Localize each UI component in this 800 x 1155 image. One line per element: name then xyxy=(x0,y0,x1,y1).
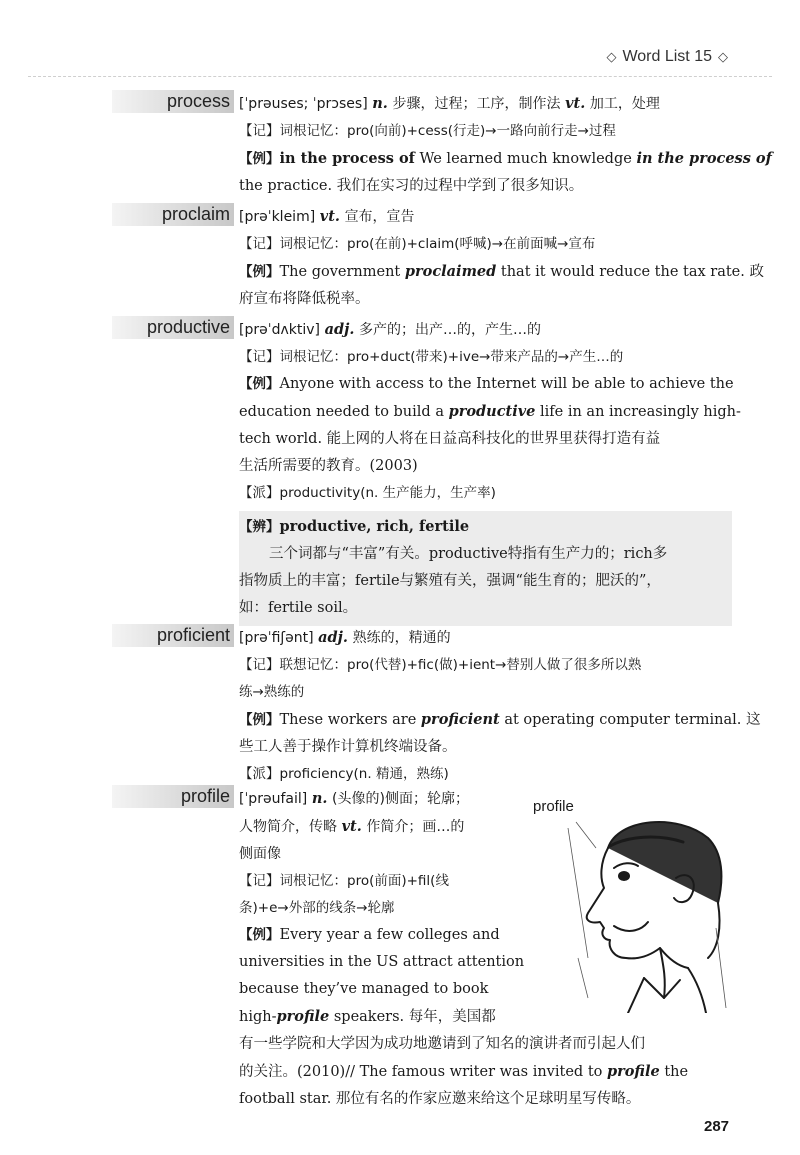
definition: (头像的)侧面；轮廓； xyxy=(332,791,469,807)
diamond-ornament-icon: ◇ xyxy=(606,49,617,64)
page-number: 287 xyxy=(704,1118,730,1135)
pronunciation: [ˈprəufail] xyxy=(239,791,308,807)
headword: proclaim xyxy=(161,204,230,224)
memory-note: 【记】联想记忆：pro(代替)+fic(做)+ient→替别人做了很多所以熟 xyxy=(239,657,642,673)
headword: proficient xyxy=(156,625,230,645)
headword: productive xyxy=(146,317,230,337)
illustration-label: profile xyxy=(533,798,574,815)
headword: profile xyxy=(180,786,230,806)
entry-proficient: proficient [prəˈfiʃənt] adj. 熟练的，精通的 【记】联想记忆：pro(代替)+fic(做)+ient→替别人做了很多所以熟 练→熟练的 【例】These workers are proficient at operating computer terminal. 这 些工人善于操作计算机终端设备。 【派】proficiency(n. 精通，熟练) xyxy=(112,624,732,788)
memory-note: 【记】词根记忆：pro+duct(带来)+ive→带来产品的→产生…的 xyxy=(239,349,624,365)
entry-productive: productive [prəˈdʌktiv] adj. 多产的；出产…的，产生…的 【记】词根记忆：pro+duct(带来)+ive→带来产品的→产生…的 【例】Anyone with access to the Internet will be able to achieve the education needed to build a productive life in an increasingly high- tech world. 能上网的人将在日益高科技化的世界里获得打造有益 生活所需要的教育。(2003) 【派】productivity(n. 生产能力，生产率) 【辨】productive, rich, fertile 三个词都与“丰富”有关。productive特指有生产力的；rich多 指物质上的丰富；fertile与繁殖有关，强调“能生育的；肥沃的”， 如：fertile soil。 xyxy=(112,316,732,626)
entry-profile: profile [ˈprəufail] n. (头像的)侧面；轮廓； 人物简介，传略 vt. 作简介；画…的 侧面像 【记】词根记忆：pro(前面)+fil(线 条)+e→外部的线条→轮廓 【例】Every year a few colleges and universities in the US attract attention because they’ve managed to book high-profile speakers. 每年，美国都 有一些学院和大学因为成功地邀请到了知名的演讲者而引起人们 的关注。(2010)// The famous writer was invited to profile the football star. 那位有名的作家应邀来给这个足球明星写传略。 xyxy=(112,785,732,1113)
entry-proclaim: proclaim [prəˈkleim] vt. 宣布，宣告 【记】词根记忆：pro(在前)+claim(呼喊)→在前面喊→宣布 【例】The government proclaimed that it would reduce the tax rate. 政 府宣布将降低税率。 xyxy=(112,203,732,313)
example-text: the practice. 我们在实习的过程中学到了很多知识。 xyxy=(239,178,584,194)
headword: process xyxy=(166,91,230,111)
word-list-title: Word List 15 xyxy=(622,48,712,65)
pronunciation: [ˈprəuses; ˈprɔses] xyxy=(239,96,368,112)
pronunciation: [prəˈfiʃənt] xyxy=(239,630,314,646)
example-text: 府宣布将降低税率。 xyxy=(239,291,370,307)
derived-form: 【派】proficiency(n. 精通，熟练) xyxy=(239,766,449,782)
derived-form: 【派】productivity(n. 生产能力，生产率) xyxy=(239,485,496,501)
definition: 步骤，过程；工序，制作法 xyxy=(392,96,561,112)
memory-note: 【记】词根记忆：pro(在前)+claim(呼喊)→在前面喊→宣布 xyxy=(239,236,596,252)
header-divider xyxy=(28,76,772,77)
memory-note: 【记】词根记忆：pro(向前)+cess(行走)→一路向前行走→过程 xyxy=(239,123,616,139)
definition: 宣布，宣告 xyxy=(344,209,415,225)
distinguish-box: 【辨】productive, rich, fertile 三个词都与“丰富”有关。productive特指有生产力的；rich多 指物质上的丰富；fertile与繁殖有关，强调“能生育的；肥沃的”， 如：fertile soil。 xyxy=(239,511,732,626)
diamond-ornament-icon: ◇ xyxy=(718,49,728,64)
pronunciation: [prəˈkleim] xyxy=(239,209,316,225)
entry-process: process [ˈprəuses; ˈprɔses] n. 步骤，过程；工序，制作法 vt. 加工，处理 【记】词根记忆：pro(向前)+cess(行走)→一路向前行走→过程 【例】in the process of We learned much knowledge in the process of the practice. 我们在实习的过程中学到了很多知识。 xyxy=(112,90,732,200)
profile-portrait-illustration xyxy=(548,808,728,1013)
memory-note: 【记】词根记忆：pro(前面)+fil(线 xyxy=(239,873,449,889)
example-phrase: in the process of xyxy=(279,150,415,167)
pronunciation: [prəˈdʌktiv] xyxy=(239,322,320,338)
page-header xyxy=(606,48,728,66)
definition: 多产的；出产…的，产生…的 xyxy=(359,322,542,338)
definition: 熟练的，精通的 xyxy=(352,630,451,646)
